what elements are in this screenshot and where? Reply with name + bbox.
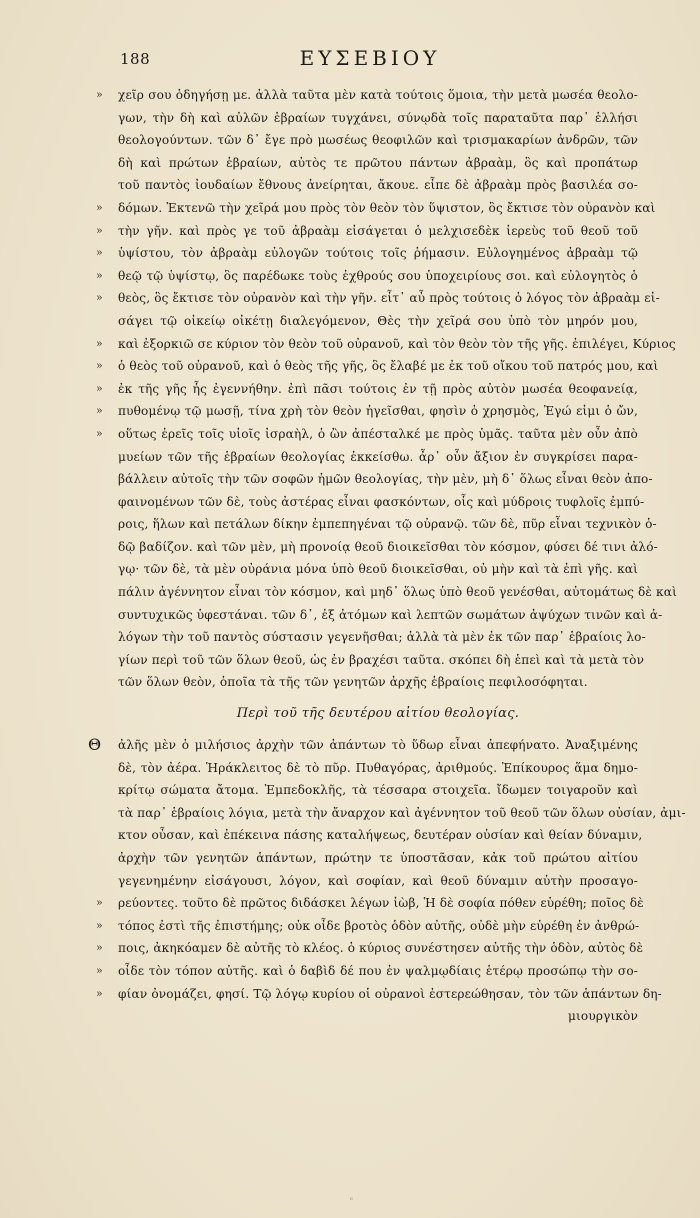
line-text: θεὸς, ὃς ἔκτισε τὸν οὐρανὸν καὶ τὴν γῆν. εἶτ᾽ αὖ πρὸς τούτοις ὁ λόγος τὸν ἀβραὰμ εἰ- — [118, 291, 660, 306]
line-text: συντυχικῶς ὑφεστάναι. τῶν δ᾽, ἐξ ἀτόμων καὶ λεπτῶν σωμάτων ἀψύχων τινῶν καὶ ἀ- — [118, 607, 663, 622]
line-text: καὶ ἐξορκιῶ σε κύριον τὸν θεὸν τοῦ οὐρανοῦ, καὶ τὸν θεὸν τὸν τῆς γῆς. ἐπιλέγει, Κύριος — [118, 336, 676, 351]
line-text: τόπος ἐστὶ τῆς ἐπιστήμης; οὐκ οἶδε βροτὸς ὁδὸν αὐτῆς, οὐδὲ μὴν εὑρέθη ἐν ἀνθρώ- — [118, 918, 640, 933]
line-text: δὴ καὶ πρώτων ἑβραίων, αὐτὸς τε πρῶτου πάντων ἀβραὰμ, ὃς καὶ προπάτωρ — [118, 155, 638, 170]
quotation-marker: » — [96, 268, 103, 282]
line-text: γίων περὶ τοῦ τῶν ὅλων θεοῦ, ὡς ἐν βραχέσι ταῦτα. σκόπει δὴ ἑπεὶ καὶ τὰ μετὰ τὸν — [118, 652, 645, 667]
quotation-marker: » — [96, 223, 103, 237]
quotation-marker: » — [96, 963, 103, 977]
line-text: γων, τὴν δὴ καὶ αὐλῶν ἑβραίων τυγχάνει, σύνῳδὰ τοῖς παραταῦτα παρ᾽ ἑλλήσι — [118, 110, 638, 125]
line-text: πάλιν ἀγέννητον εἶναι τὸν κόσμον, καὶ μηδ᾽ ὅλως ὑπὸ θεοῦ γενέσθαι, αὐτομάτως δὲ καὶ — [118, 585, 677, 600]
text-line — [118, 107, 638, 130]
line-text: οὕτως ἐρεῖς τοῖς υἱοῖς ἰσραὴλ, ὁ ὢν ἀπέσταλκέ με πρὸς ὑμᾶς. ταῦτα μὲν οὖν ἀπὸ — [118, 426, 638, 441]
initial-letter: Θ — [88, 735, 102, 755]
line-text: βάλλειν αὐτοῖς τὴν τῶν σοφῶν ἡμῶν θεολογίας, τὴν μὲν, μὴ δ᾽ ὅλως εἶναι θεὸν ἀπο- — [118, 472, 653, 487]
line-text: οἶδε τὸν τόπον αὐτῆς. καὶ ὁ δαβὶδ δέ που ἐν ψαλμῳδίαις ἑτέρῳ προσώπῳ τὴν σο- — [118, 963, 638, 978]
line-text: ἐκ τῆς γῆς ἧς ἐγεννήθην. ἐπὶ πᾶσι τούτοις ἐν τῇ πρὸς αὐτὸν μωσέα θεοφανείᾳ, — [118, 381, 638, 396]
line-text: τὰ παρ᾽ ἑβραίοις λόγια, μετὰ τὴν ἄναρχον καὶ ἀγέννητον τοῦ θεοῦ τῶν ὅλων οὐσίαν, ἀμι- — [118, 805, 686, 820]
quotation-marker: » — [96, 896, 103, 910]
quotation-marker: » — [96, 941, 103, 955]
line-text: θεῷ τῷ ὑψίστῳ, ὃς παρέδωκε τοὺς ἐχθρούς σου ὑποχειρίους σοι. καὶ εὐλογητὸς ὁ — [118, 268, 638, 283]
line-text: μυείων τῶν τῆς ἑβραίων θεολογίας ἐκκείσθω. ἆρ᾽ οὖν ἄξιον ἐν συγκρίσει παρα- — [118, 449, 638, 464]
page-header — [100, 46, 640, 72]
line-text: γεγενημένην εἰσάγουσι, λόγον, καὶ σοφίαν, καὶ θεοῦ δύναμιν αὐτὴν προσαγο- — [118, 873, 638, 888]
quotation-marker: » — [96, 291, 103, 305]
text-line — [118, 513, 657, 536]
text-line — [118, 536, 658, 559]
line-text: ἀρχὴν τῶν γενητῶν ἁπάντων, πρώτην τε ὑποστᾶσαν, κἀκ τοῦ πρώτου αἰτίου — [118, 851, 638, 865]
text-line — [118, 649, 645, 672]
text-line — [118, 870, 638, 893]
line-text: ποις, ἀκηκόαμεν δὲ αὐτῆς τὸ κλέος. ὁ κύριος συνέστησεν αὐτῆς τὴν ὁδὸν, αὐτὸς δὲ — [118, 941, 644, 956]
catchword: μιουργικὸν — [567, 1009, 638, 1024]
text-line — [88, 734, 638, 757]
line-text: τὴν γῆν. καὶ πρὸς γε τοῦ ἀβραὰμ εἰσάγεται ὁ μελχισεδὲκ ἱερεὺς τοῦ θεοῦ τοῦ — [118, 223, 638, 238]
quotation-marker: » — [96, 381, 103, 395]
text-line — [96, 355, 659, 378]
text-line — [118, 779, 638, 802]
text-line — [118, 626, 646, 649]
running-title: ΕΥΣΕΒΙΟΥ — [299, 46, 441, 70]
text-line — [118, 671, 638, 694]
line-text: ρεύοντες. τοῦτο δὲ πρῶτος διδάσκει λέγων ἰὼβ, Ἡ δὲ σοφία πόθεν εὑρέθη; ποῖος δὲ — [118, 896, 644, 911]
quotation-marker: » — [96, 359, 103, 373]
text-line — [118, 757, 638, 780]
text-line — [96, 892, 644, 915]
text-line — [118, 152, 638, 175]
line-text: θεολογούντων. τῶν δ᾽ ἔγε πρὸ μωσέως θεοφιλῶν καὶ τρισμακαρίων ἀνδρῶν, τῶν — [118, 133, 638, 148]
line-text: ὁ θεὸς τοῦ οὐρανοῦ, καὶ ὁ θεὸς τῆς γῆς, ὃς ἔλαβέ με ἐκ τοῦ οἴκου τοῦ πατρός μου, καὶ — [118, 359, 659, 374]
paragraph-2 — [88, 734, 686, 1005]
line-text: σάγει τῷ οἰκείῳ οἰκέτῃ διαλεγόμενον, Θὲς τὴν χεῖρά σου ὑπὸ τὸν μηρόν μου, — [118, 313, 638, 328]
text-line — [118, 604, 663, 627]
quotation-marker: » — [96, 88, 103, 101]
section-heading: Περὶ τοῦ τῆς δευτέρου αἰτίου θεολογίας. — [236, 706, 520, 722]
text-line — [118, 558, 638, 581]
quotation-marker: » — [96, 404, 103, 418]
quotation-marker: » — [96, 918, 103, 932]
line-text: φαινομένων τῶν δὲ, τοὺς ἀστέρας εἶναι φασκόντων, οἷς καὶ μύδροις τυφλοῖς ἐμπύ- — [118, 494, 645, 509]
text-line — [96, 287, 660, 310]
line-text: δῷ βαδίζον. καὶ τῶν μὲν, μὴ προνοίᾳ θεοῦ διοικεῖσθαι τὸν κόσμον, φύσει δέ τινι ἀλό- — [118, 539, 658, 554]
line-text: πυθομένῳ τῷ μωσῇ, τίνα χρὴ τὸν θεὸν ἡγεῖσθαι, φησὶν ὁ χρησμὸς, Ἐγώ εἰμι ὁ ὤν, — [118, 404, 638, 419]
text-line — [118, 802, 686, 825]
line-text: τῶν ὅλων θεὸν, ὁποῖα τὰ τῆς τῶν γενητῶν ἀρχῆς ἑβραίοις πεφιλοσόφηται. — [118, 675, 588, 690]
text-line — [96, 220, 638, 243]
text-line — [96, 423, 638, 446]
line-text: κρίτῳ σώματα ἄτομα. Ἐμπεδοκλῆς, τὰ τέσσαρα στοιχεῖα. ἴδωμεν τοιγαροῦν καὶ — [118, 783, 638, 798]
line-text: τοῦ παντὸς ἰουδαίων ἔθνους ἀνείρηται, ἄκουε. εἶπε δὲ ἀβραὰμ πρὸς βασιλέα σο- — [118, 178, 638, 193]
line-text: ροις, ἥλων καὶ πετάλων δίκην ἐμπεπηγέναι τῷ οὐρανῷ. τῶν δὲ, πῦρ εἶναι τεχνικὸν ὁ- — [118, 517, 657, 532]
line-text: λόγων τὴν τοῦ παντὸς σύστασιν γεγενῆσθαι; ἀλλὰ τὰ μὲν ἐκ τῶν παρ᾽ ἑβραίοις λο- — [118, 630, 646, 645]
quotation-marker: » — [96, 336, 103, 350]
quotation-marker: » — [96, 426, 103, 440]
text-line — [96, 265, 638, 288]
text-line — [118, 310, 638, 333]
text-line — [118, 824, 643, 847]
text-line — [96, 400, 638, 423]
text-line — [118, 446, 638, 469]
text-line — [96, 915, 640, 938]
line-text: γῳ· τῶν δὲ, τὰ μὲν οὐράνια μόνα ὑπὸ θεοῦ διοικεῖσθαι, οὐ μὴν καὶ τὰ ἐπὶ γῆς. καὶ — [118, 562, 638, 577]
page-number: 188 — [120, 50, 151, 68]
line-text: φίαν ὀνομάζει, φησί. Τῷ λόγῳ κυρίου οἱ οὐρανοὶ ἐστερεώθησαν, τὸν τῶν ἁπάντων δη- — [118, 986, 662, 1001]
footer-mark: ᶜ — [350, 1196, 354, 1206]
text-line — [96, 937, 644, 960]
line-text: δὲ, τὸν ἀέρα. Ἡράκλειτος δὲ τὸ πῦρ. Πυθαγόρας, ἀριθμούς. Ἐπίκουρος ἅμα δημο- — [118, 760, 638, 775]
text-line — [96, 333, 676, 356]
quotation-marker: » — [96, 200, 103, 214]
text-line — [118, 581, 677, 604]
text-line — [96, 960, 638, 983]
quotation-marker: » — [96, 246, 103, 260]
line-text: ὑψίστου, τὸν ἀβραὰμ εὐλογῶν τούτοις τοῖς ῥήμασιν. Εὐλογημένος ἀβραὰμ τῷ — [118, 246, 638, 261]
paragraph-1 — [96, 84, 677, 694]
line-text: κτον οὖσαν, καὶ ἐπέκεινα πάσης καταλήψεως, δευτέραν οὐσίαν καὶ θείαν δύναμιν, — [118, 828, 643, 843]
line-text: δόμων. Ἐκτενῶ τὴν χεῖρά μου πρὸς τὸν θεὸν τὸν ὕψιστον, ὃς ἔκτισε τὸν οὐρανὸν καὶ — [118, 200, 656, 215]
text-line — [118, 847, 638, 870]
body-text — [88, 84, 686, 1028]
text-line — [96, 378, 638, 401]
line-text: ἀλῆς μὲν ὁ μιλήσιος ἀρχὴν τῶν ἁπάντων τὸ ὕδωρ εἶναι ἀπεφήνατο. Ἀναξιμένης — [118, 738, 638, 753]
line-text: χεῖρ σου ὁδηγήσῃ με. ἀλλὰ ταῦτα μὲν κατὰ τούτοις ὅμοια, τὴν μετὰ μωσέα θεολο- — [118, 88, 638, 102]
quotation-marker: » — [96, 986, 103, 1000]
text-line — [118, 129, 638, 152]
text-line — [96, 242, 638, 265]
text-line — [118, 468, 653, 491]
text-line — [96, 983, 662, 1006]
text-line — [118, 491, 645, 514]
text-line — [96, 197, 656, 220]
text-line — [118, 174, 638, 197]
text-line — [96, 84, 638, 107]
